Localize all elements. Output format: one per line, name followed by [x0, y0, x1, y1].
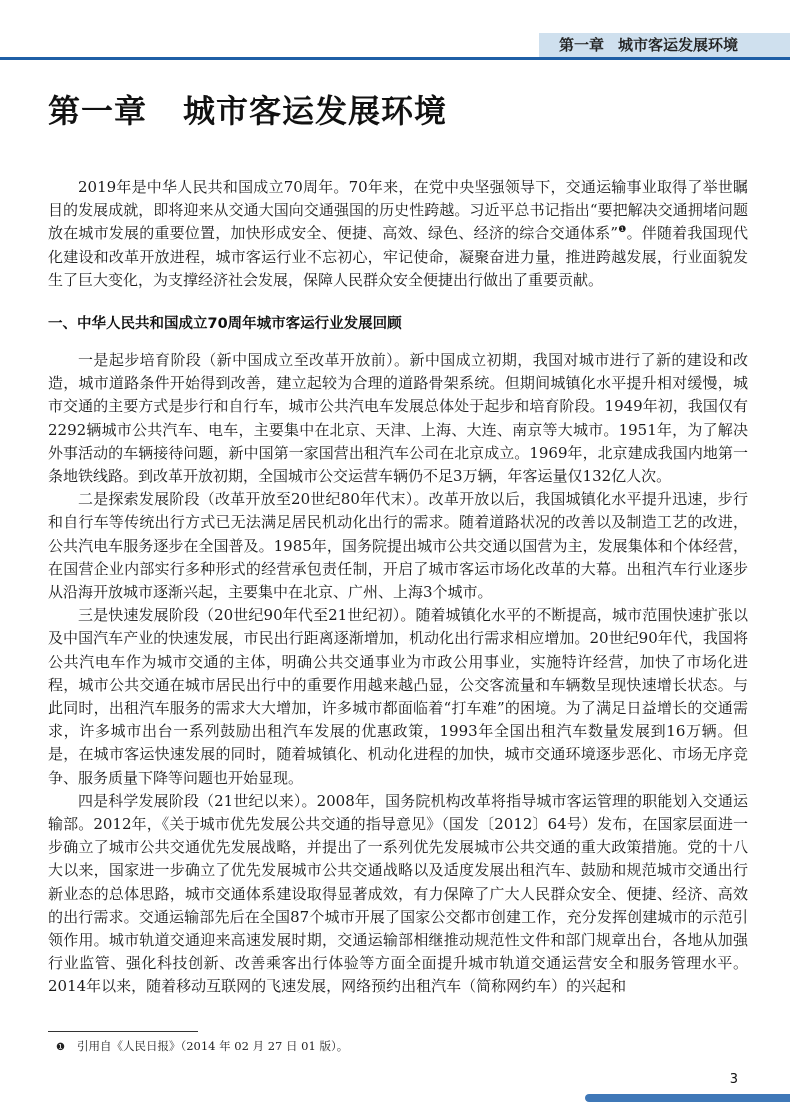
footnote-mark: ❶	[56, 1042, 65, 1053]
footnote-reference[interactable]: ❶	[618, 225, 627, 236]
paragraph-stage-3: 三是快速发展阶段（20世纪90年代至21世纪初）。随着城镇化水平的不断提高，城市范围快速扩张以及中国汽车产业的快速发展，市民出行距离逐渐增加，机动化出行需求相应增加。20世纪90年代，我国将公共汽电车作为城市交通的主体，明确公共交通事业为市政公用事业，实施特许经营，加快了市场化进程，城市公共交通在城市居民出行中的重要作用越来越凸显，公交客流量和车辆数呈现快速增长状态。与此同时，出租汽车服务的需求大大增加，许多城市都面临着“打车难”的困境。为了满足日益增长的交通需求，许多城市出台一系列鼓励出租汽车发展的优惠政策，1993年全国出租汽车数量发展到16万辆。但是，在城市客运快速发展的同时，随着城镇化、机动化进程的加快，城市交通环境逐步恶化、市场无序竞争、服务质量下降等问题也开始显现。	[48, 606, 748, 787]
page-number: 3	[729, 1072, 738, 1087]
running-header-chapter-name: 城市客运发展环境	[617, 36, 738, 54]
paragraph-stage-2: 二是探索发展阶段（改革开放至20世纪80年代末）。改革开放以后，我国城镇化水平提升迅速，步行和自行车等传统出行方式已无法满足居民机动化出行的需求。随着道路状况的改善以及制造工艺的改进，公共汽电车服务逐步在全国普及。1985年，国务院提出城市公共交通以国营为主，发展集体和个体经营，在国营企业内部实行多种形式的经营承包责任制，开启了城市客运市场化改革的大幕。出租汽车行业逐步从沿海开放城市逐渐兴起，主要集中在北京、广州、上海3个城市。	[48, 490, 748, 602]
main-body	[48, 349, 748, 999]
running-header-chapter-no: 第一章	[558, 36, 604, 54]
intro-section	[48, 176, 748, 292]
chapter-title-no: 第一章	[48, 92, 148, 130]
paragraph-stage-1: 一是起步培育阶段（新中国成立至改革开放前）。新中国成立初期，我国对城市进行了新的建设和改造，城市道路条件开始得到改善，建立起较为合理的道路骨架系统。但期间城镇化水平提升相对缓慢，城市交通的主要方式是步行和自行车，城市公共汽电车发展总体处于起步和培育阶段。1949年初，我国仅有2292辆城市公共汽车、电车，主要集中在北京、天津、上海、大连、南京等大城市。1951年，为了解决外事活动的车辆接待问题，新中国第一家国营出租汽车公司在北京成立。1969年，北京建成我国内地第一条地铁线路。到改革开放初期，全国城市公交运营车辆仍不足3万辆，年客运量仅132亿人次。	[48, 351, 748, 486]
paragraph-stage-4: 四是科学发展阶段（21世纪以来）。2008年，国务院机构改革将指导城市客运管理的职能划入交通运输部。2012年，《关于城市优先发展公共交通的指导意见》（国发〔2012〕64号）发布，在国家层面进一步确立了城市公共交通优先发展战略，并提出了一系列优先发展城市公共交通的重大政策措施。党的十八大以来，国家进一步确立了优先发展城市公共交通战略以及适度发展出租汽车、鼓励和规范城市交通出行新业态的总体思路，城市交通体系建设取得显著成效，有力保障了广大人民群众安全、便捷、经济、高效的出行需求。交通运输部先后在全国87个城市开展了国家公交都市创建工作，充分发挥创建城市的示范引领作用。城市轨道交通迎来高速发展时期，交通运输部相继推动规范性文件和部门规章出台，各地从加强行业监管、强化科技创新、改善乘客出行体验等方面全面提升城市轨道交通运营安全和服务管理水平。2014年以来，随着移动互联网的飞速发展，网络预约出租汽车（简称网约车）的兴起和	[48, 791, 748, 996]
chapter-title-name: 城市客运发展环境	[183, 92, 448, 130]
section-heading: 一、中华人民共和国成立70周年城市客运行业发展回顾	[48, 316, 402, 332]
footnote-rule	[48, 1031, 198, 1032]
intro-text: 2019年是中华人民共和国成立70周年。70年来，在党中央坚强领导下，交通运输事业取得了举世瞩目的发展成就，即将迎来从交通大国向交通强国的历史性跨越。习近平总书记指出“要把解决交通拥堵问题放在城市发展的重要位置，加快形成安全、便捷、高效、绿色、经济的综合交通体系”	[48, 178, 748, 243]
intro-paragraph	[48, 176, 748, 292]
footnote	[56, 1038, 348, 1054]
running-header	[539, 33, 790, 57]
page-band	[585, 1094, 790, 1102]
header-rule	[0, 57, 790, 60]
footnote-text: 引用自《人民日报》（2014 年 02 月 27 日 01 版）。	[76, 1039, 349, 1053]
intro-text-continued: 。伴随着我国现代化建设和改革开放进程，城市客运行业不忘初心，牢记使命，凝聚奋进力量，推进跨越发展，行业面貌发生了巨大变化，为支撑经济社会发展，保障人民群众安全便捷出行做出了重要贡献。	[48, 224, 748, 289]
chapter-title	[48, 86, 447, 132]
